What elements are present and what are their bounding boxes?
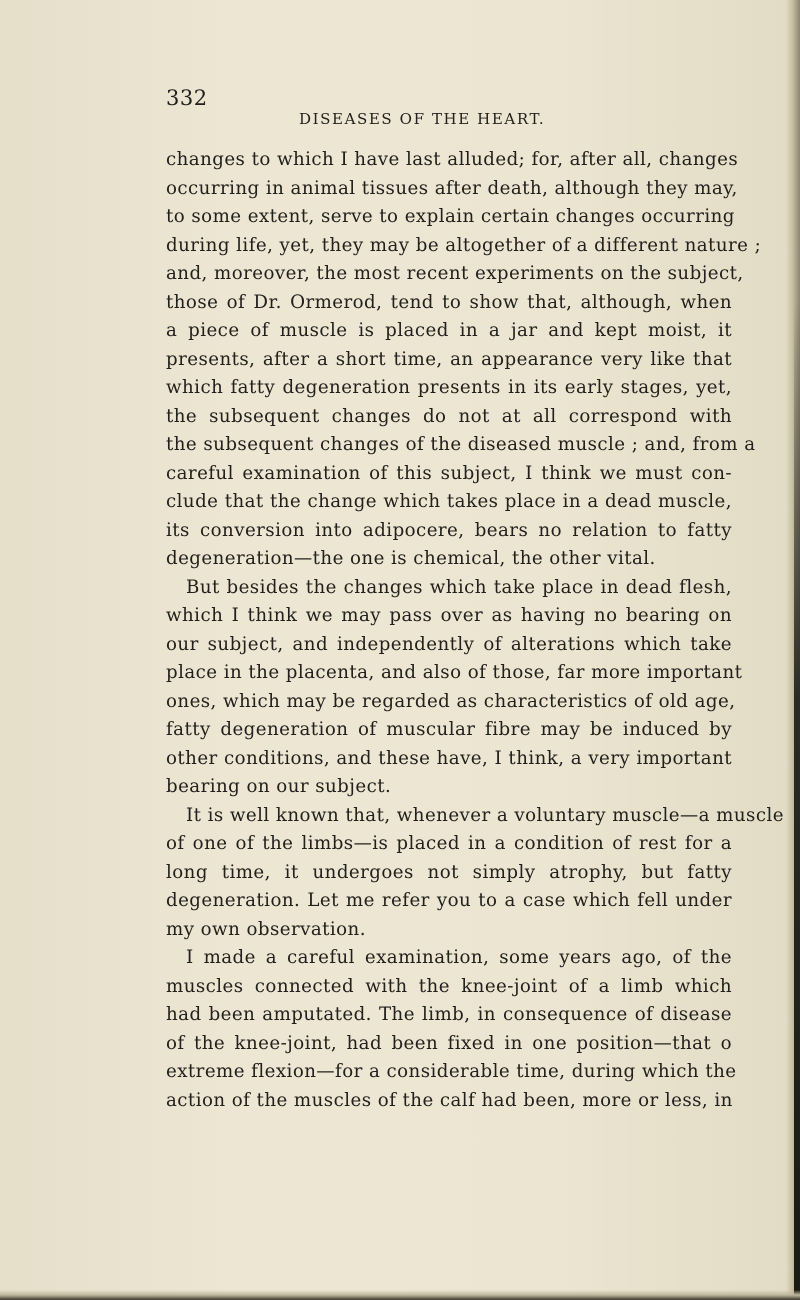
running-head: DISEASES OF THE HEART.: [299, 110, 546, 128]
text-line: long time, it undergoes not simply atrophy, but fatty: [166, 861, 732, 883]
text-line: which fatty degeneration presents in its early stages, yet,: [166, 377, 732, 398]
text-line: our subject, and independently of alterations which take: [166, 633, 732, 655]
text-line: clude that the change which takes place in a dead muscle,: [166, 491, 732, 512]
text-line: the subsequent changes do not at all correspond with: [166, 405, 732, 427]
text-line: ones, which may be regarded as characteristics of old age,: [166, 690, 736, 712]
text-line: muscles connected with the knee-joint of a limb which: [166, 975, 732, 997]
text-line: a piece of muscle is placed in a jar and kept moist, it: [166, 320, 732, 341]
text-line: of one of the limbs—is placed in a condition of rest for a: [166, 833, 732, 854]
text-line: fatty degeneration of muscular fibre may be induced by: [166, 719, 732, 740]
text-line: its conversion into adipocere, bears no relation to fatty: [166, 519, 732, 541]
text-line: presents, after a short time, an appearance very like that: [166, 348, 732, 370]
text-line: the subsequent changes of the diseased muscle ; and, from a: [166, 434, 756, 455]
text-line: But besides the changes which take place in dead flesh,: [186, 576, 732, 598]
text-line: of the knee-joint, had been fixed in one position—that o: [166, 1032, 732, 1054]
text-line: action of the muscles of the calf had been, more or less, in: [166, 1089, 733, 1111]
page-edge-dark: [794, 300, 800, 1300]
text-line: I made a careful examination, some years ago, of the: [186, 947, 732, 968]
text-line: degeneration. Let me refer you to a case which fell under: [166, 890, 732, 911]
text-line: careful examination of this subject, I think we must con-: [166, 462, 732, 484]
text-line: my own observation.: [166, 918, 366, 940]
text-line: occurring in animal tissues after death, although they may,: [166, 177, 738, 199]
text-line: to some extent, serve to explain certain changes occurring: [166, 206, 735, 227]
text-line: bearing on our subject.: [166, 776, 392, 797]
text-line: changes to which I have last alluded; for, after all, changes: [166, 149, 739, 170]
text-line: place in the placenta, and also of those, far more important: [166, 662, 743, 683]
text-line: and, moreover, the most recent experiments on the subject,: [166, 263, 744, 284]
page-bottom-edge: [0, 1290, 800, 1300]
text-line: It is well known that, whenever a voluntary muscle—a muscle: [186, 804, 784, 826]
text-line: which I think we may pass over as having no bearing on: [166, 605, 732, 626]
body-text: [166, 146, 784, 1115]
text-line: other conditions, and these have, I think, a very important: [166, 747, 732, 769]
text-line: those of Dr. Ormerod, tend to show that, although, when: [166, 291, 732, 313]
page-number: 332: [166, 86, 208, 110]
text-line: during life, yet, they may be altogether of a different nature ;: [166, 234, 762, 256]
text-line: had been amputated. The limb, in consequence of disease: [166, 1004, 732, 1025]
text-line: extreme flexion—for a considerable time, during which the: [166, 1061, 737, 1082]
text-line: degeneration—the one is chemical, the other vital.: [166, 548, 656, 569]
